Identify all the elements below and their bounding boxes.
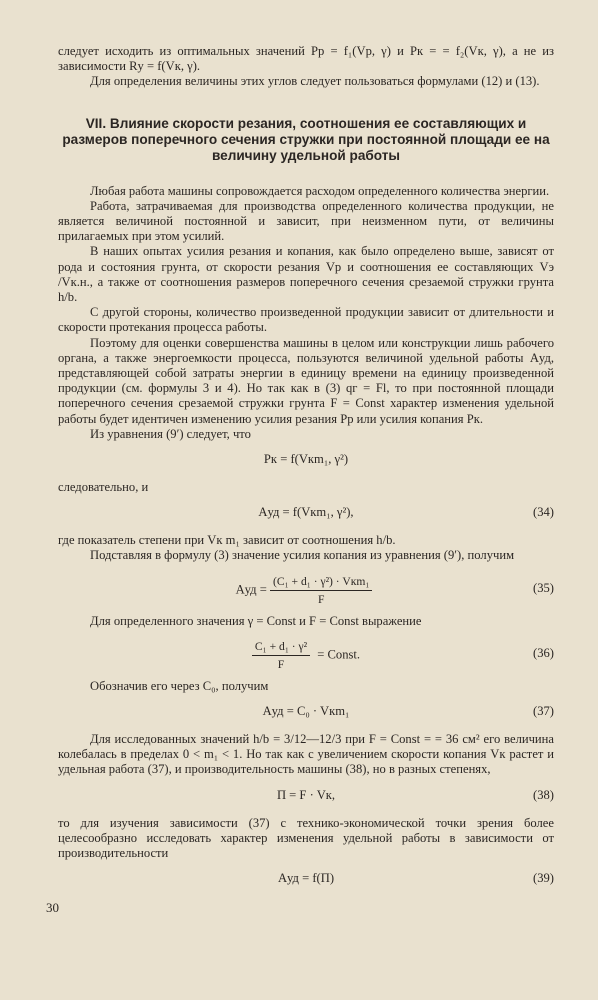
formula-36-right: = Const. — [317, 647, 361, 662]
formula-35 — [58, 572, 554, 606]
section-heading: VII. Влияние скорости резания, соотношения ее составляющих и размеров поперечного сечения стружки при постоянной площади ее на величину удельной работы — [62, 115, 550, 163]
formula-35-left: Aуд = — [235, 582, 267, 597]
formula-39-expr: Aуд = f(П) — [277, 871, 335, 886]
formula-38-expr: П = F · Vк, — [276, 787, 336, 802]
paragraph-5: Поэтому для оценки совершенства машины в целом или конструкции лишь рабочего органа, а также энергоемкости процесса, пользуются величиной удельной работы Aуд, представляющей собой затраты энергии в единицу времени на единицу произведенной продукции (см. формулы 3 и 4). Но так как в (3) qг = Fl, то при постоянной площади поперечного сечения срезаемой стружки грунта F = Const характер изменения удельной работы будет идентичен изменению усилия резания Pр или усилия копания Pк. — [58, 335, 554, 426]
formula-36-number: (36) — [533, 645, 554, 660]
paragraph-7: следовательно, и — [58, 480, 149, 495]
formula-34-expr: Aуд = f(Vкm₁, γ²), — [258, 505, 354, 520]
formula-36-numerator: C₁ + d₁ · γ² — [252, 639, 310, 656]
formula-37 — [58, 702, 554, 724]
formula-39-number: (39) — [533, 871, 554, 886]
formula-36-denominator: F — [277, 658, 285, 672]
formula-37-number: (37) — [533, 704, 554, 719]
formula-36 — [58, 637, 554, 671]
paragraph-13: то для изучения зависимости (37) с технико-экономической точки зрения более целесообразно исследовать характер изменения удельной работы в зависимости от производительности — [58, 815, 554, 861]
formula-36-expr — [58, 639, 554, 672]
formula-35-fraction — [270, 574, 372, 607]
formula-38 — [58, 786, 554, 808]
paragraph-10: Для определенного значения γ = Const и F = Const выражение — [90, 613, 422, 628]
paragraph-3: В наших опытах усилия резания и копания, как было определено выше, зависят от рода и состояния грунта, от скорости резания Vр и соотношения ее составляющих Vэ /Vк.н., а также от соотношения размеров поперечного сечения срезаемой стружки грунта h/b. — [58, 244, 554, 305]
formula-34-number: (34) — [533, 505, 554, 520]
page-text — [58, 44, 554, 899]
paragraph-4: С другой стороны, количество произведенной продукции зависит от длительности и скорости протекания процесса работы. — [58, 305, 554, 335]
formula-pk — [58, 450, 554, 472]
paragraph-intro-1: следует исходить из оптимальных значений Pр = f₁(Vр, γ) и Pк = = f₂(Vк, γ), а не из зависимости Rу = f(Vк, γ). — [58, 44, 554, 74]
paragraph-8: где показатель степени при Vк m₁ зависит от соотношения h/b. — [58, 533, 396, 548]
formula-35-expr — [58, 574, 554, 607]
formula-39 — [58, 869, 554, 891]
paragraph-2: Работа, затрачиваемая для производства определенного количества продукции, не является величиной постоянной и зависит, при неизменном пути, от величины прилагаемых при этом усилий. — [58, 198, 554, 244]
paragraph-1: Любая работа машины сопровождается расходом определенного количества энергии. — [90, 183, 550, 198]
formula-36-fraction — [252, 639, 310, 672]
paragraph-12: Для исследованных значений h/b = 3/12—12/3 при F = Const = = 36 см² его величина колебалась в пределах 0 < m₁ < 1. Но так как с увеличением скорости копания Vк растет и удельная работа (37), и производительность машины (38), но в разных степенях, — [58, 732, 554, 777]
formula-35-number: (35) — [533, 580, 554, 595]
page-number: 30 — [46, 900, 59, 915]
formula-35-numerator: (C₁ + d₁ · γ²) · Vкm₁ — [270, 574, 372, 591]
formula-pk-expr: Pк = f(Vкm₁, γ²) — [263, 452, 349, 467]
formula-34 — [58, 503, 554, 525]
paragraph-intro-2: Для определения величины этих углов следует пользоваться формулами (12) и (13). — [90, 74, 540, 89]
paragraph-6: Из уравнения (9′) следует, что — [90, 426, 251, 441]
formula-37-expr: Aуд = C₀ · Vкm₁ — [262, 704, 350, 719]
paragraph-11: Обозначив его через C₀, получим — [90, 678, 269, 693]
formula-38-number: (38) — [533, 787, 554, 802]
formula-35-denominator: F — [317, 592, 325, 606]
paragraph-9: Подставляя в формулу (3) значение усилия копания из уравнения (9′), получим — [90, 548, 515, 563]
